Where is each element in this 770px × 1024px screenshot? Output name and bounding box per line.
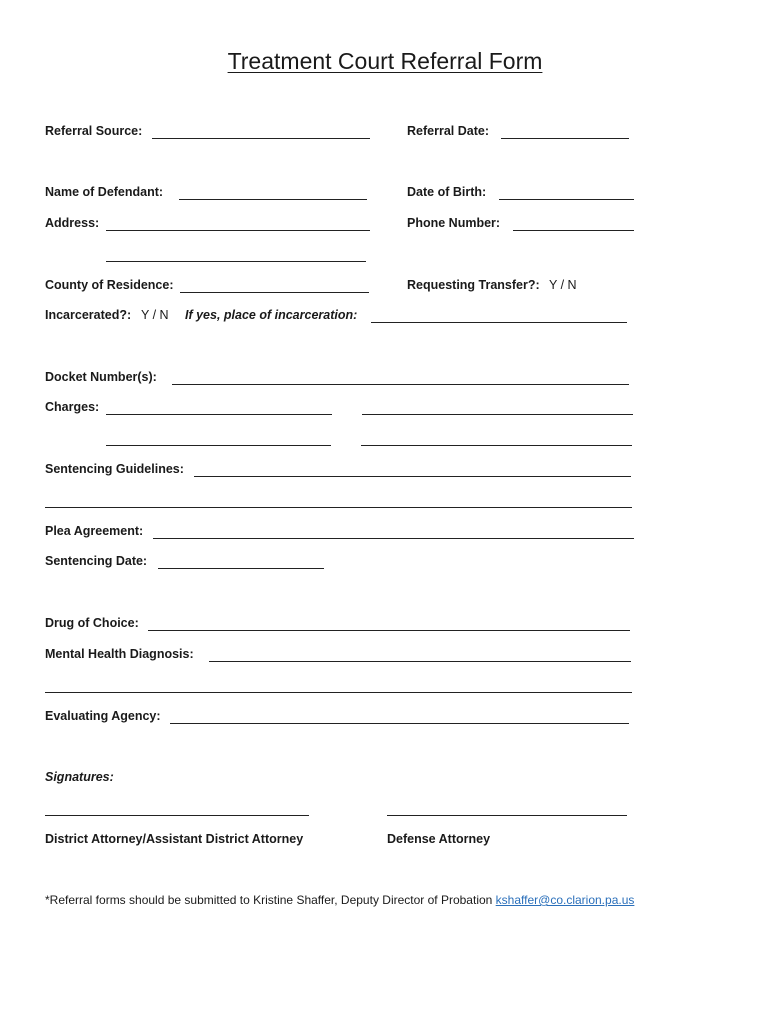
referral-date-label: Referral Date: xyxy=(407,124,489,138)
mental-health-diagnosis-field-line-1[interactable] xyxy=(209,661,631,662)
drug-of-choice-field[interactable] xyxy=(148,630,630,631)
evaluating-agency-field[interactable] xyxy=(170,723,629,724)
defendant-name-label: Name of Defendant: xyxy=(45,185,164,199)
referral-source-field[interactable] xyxy=(152,138,370,139)
phone-number-field[interactable] xyxy=(513,230,634,231)
place-of-incarceration-field[interactable] xyxy=(371,322,627,323)
charges-label: Charges: xyxy=(45,400,100,414)
referral-source-label: Referral Source: xyxy=(45,124,143,138)
charges-field-4[interactable] xyxy=(361,445,632,446)
charges-field-3[interactable] xyxy=(106,445,331,446)
requesting-transfer-options[interactable]: Y / N xyxy=(549,278,577,292)
plea-agreement-field[interactable] xyxy=(153,538,634,539)
evaluating-agency-label: Evaluating Agency: xyxy=(45,709,161,723)
sentencing-date-label: Sentencing Date: xyxy=(45,554,148,568)
signatures-heading: Signatures: xyxy=(45,770,114,784)
sentencing-date-field[interactable] xyxy=(158,568,324,569)
referral-date-field[interactable] xyxy=(501,138,629,139)
submission-note-text: *Referral forms should be submitted to Kristine Shaffer, Deputy Director of Probation xyxy=(45,893,493,907)
defense-attorney-signature-line[interactable] xyxy=(387,815,627,816)
place-of-incarceration-label: If yes, place of incarceration: xyxy=(185,308,358,322)
incarcerated-options[interactable]: Y / N xyxy=(141,308,169,322)
district-attorney-signature-line[interactable] xyxy=(45,815,309,816)
address-label: Address: xyxy=(45,216,100,230)
form-title: Treatment Court Referral Form xyxy=(227,48,543,74)
docket-numbers-label: Docket Number(s): xyxy=(45,370,157,384)
date-of-birth-field[interactable] xyxy=(499,199,634,200)
charges-field-1[interactable] xyxy=(106,414,332,415)
docket-numbers-field[interactable] xyxy=(172,384,629,385)
mental-health-diagnosis-field-line-2[interactable] xyxy=(45,692,632,693)
incarcerated-label: Incarcerated?: xyxy=(45,308,132,322)
county-of-residence-label: County of Residence: xyxy=(45,278,174,292)
address-field-line-1[interactable] xyxy=(106,230,370,231)
phone-number-label: Phone Number: xyxy=(407,216,501,230)
sentencing-guidelines-field-line-1[interactable] xyxy=(194,476,631,477)
requesting-transfer-label: Requesting Transfer?: xyxy=(407,278,540,292)
sentencing-guidelines-label: Sentencing Guidelines: xyxy=(45,462,184,476)
date-of-birth-label: Date of Birth: xyxy=(407,185,487,199)
district-attorney-label: District Attorney/Assistant District Attorney xyxy=(45,832,304,846)
charges-field-2[interactable] xyxy=(362,414,633,415)
submission-note xyxy=(45,893,634,907)
defendant-name-field[interactable] xyxy=(179,199,367,200)
drug-of-choice-label: Drug of Choice: xyxy=(45,616,139,630)
sentencing-guidelines-field-line-2[interactable] xyxy=(45,507,632,508)
plea-agreement-label: Plea Agreement: xyxy=(45,524,144,538)
county-of-residence-field[interactable] xyxy=(180,292,369,293)
contact-email-link[interactable]: kshaffer@co.clarion.pa.us xyxy=(495,893,635,907)
defense-attorney-label: Defense Attorney xyxy=(387,832,491,846)
mental-health-diagnosis-label: Mental Health Diagnosis: xyxy=(45,647,194,661)
address-field-line-2[interactable] xyxy=(106,261,366,262)
